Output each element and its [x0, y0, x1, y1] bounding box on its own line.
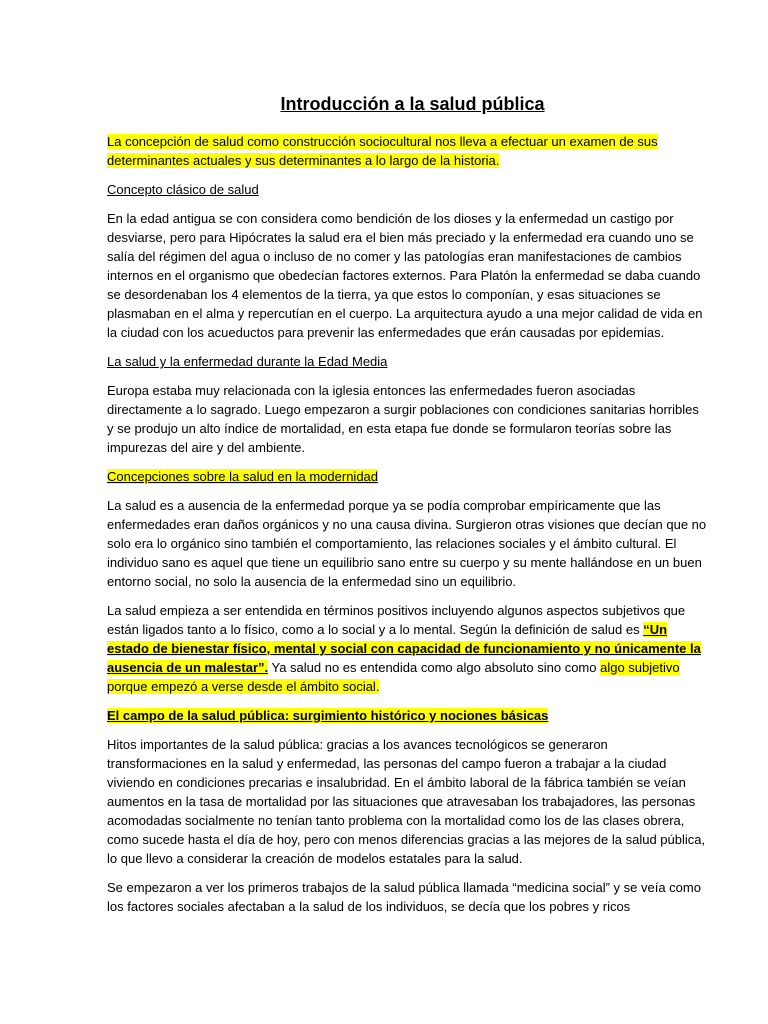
- section-heading-modernity-wrap: [107, 467, 708, 486]
- paragraph-public-health-2: Se empezaron a ver los primeros trabajos de la salud pública llamada “medicina social” y se veía como los factores sociales afectaban a la salud de los individuos, se decía que los pobres y ricos: [107, 880, 701, 914]
- section-heading-modernity: Concepciones sobre la salud en la modernidad: [107, 469, 379, 484]
- section-heading-public-health: El campo de la salud pública: surgimiento histórico y nociones básicas: [107, 708, 549, 723]
- section-heading-classic: Concepto clásico de salud: [107, 182, 259, 197]
- modernity-2-text-a: La salud empieza a ser entendida en términos positivos incluyendo algunos aspectos subjetivos que están ligados tanto a lo físico, como a lo social y a lo mental. Según la definición de salud es: [107, 603, 686, 637]
- section-heading-middle-ages: La salud y la enfermedad durante la Edad Media: [107, 354, 388, 369]
- paragraph-modernity-1: La salud es a ausencia de la enfermedad porque ya se podía comprobar empíricamente que las enfermedades eran daños orgánicos y no una causa divina. Surgieron otras visiones que decían que no solo era lo orgánico sino también el comportamiento, las relaciones sociales y el ámbito cultural. El individuo sano es aquel que tiene un equilibrio sano entre su cuerpo y su mente hallándose en un buen entorno social, no solo la ausencia de la enfermedad sino un equilibrio.: [107, 498, 707, 589]
- paragraph-middle-ages: Europa estaba muy relacionada con la iglesia entonces las enfermedades fueron asociadas directamente a lo sagrado. Luego empezaron a surgir poblaciones con condiciones sanitarias horribles y se produjo un alto índice de mortalidad, en esta etapa fue donde se formularon teorías sobre las impurezas del aire y del ambiente.: [107, 383, 699, 455]
- intro-paragraph: [107, 132, 708, 170]
- section-heading-public-health-wrap: [107, 706, 708, 725]
- paragraph-modernity-2: [107, 601, 708, 696]
- modernity-2-highlight: algo subjetivo porque empezó a verse desde el ámbito social.: [107, 660, 680, 694]
- who-definition-quote: “Un estado de bienestar físico, mental y social con capacidad de funcionamiento y no únicamente la ausencia de un malestar”.: [107, 622, 701, 675]
- page-title: Introducción a la salud pública: [280, 94, 545, 114]
- paragraph-classic: En la edad antigua se con considera como bendición de los dioses y la enfermedad un castigo por desviarse, pero para Hipócrates la salud era el bien más preciado y la enfermedad era cuando uno se salía del régimen del agua o incluso de no comer y las patologías eran manifestaciones de cambios internos en el organismo que obedecían factores externos. Para Platón la enfermedad se daba cuando se desordenaban los 4 elementos de la tierra, ya que estos lo componían, y esas situaciones se plasmaban en el alma y repercutían en el cuerpo. La arquitectura ayudo a una mejor calidad de vida en la ciudad con los acueductos para prevenir las enfermedades que erán causadas por epidemias.: [107, 211, 703, 340]
- modernity-2-text-b: Ya salud no es entendida como algo absoluto sino como: [268, 660, 601, 675]
- intro-highlight: La concepción de salud como construcción sociocultural nos lleva a efectuar un examen de sus determinantes actuales y sus determinantes a lo largo de la historia.: [107, 134, 658, 168]
- paragraph-public-health-1: Hitos importantes de la salud pública: gracias a los avances tecnológicos se generaron transformaciones en la salud y enfermedad, las personas del campo fueron a trabajar a la ciudad viviendo en condiciones precarias e insalubridad. En el ámbito laboral de la fábrica también se veían aumentos en la tasa de mortalidad por las situaciones que atravesaban los trabajadores, las personas acomodadas socialmente no tenían tanto problema con la mortalidad como los de las clases obrera, como sucede hasta el día de hoy, pero con menos diferencias gracias a las mejores de la salud pública, lo que llevo a considerar la creación de modelos estatales para la salud.: [107, 737, 706, 866]
